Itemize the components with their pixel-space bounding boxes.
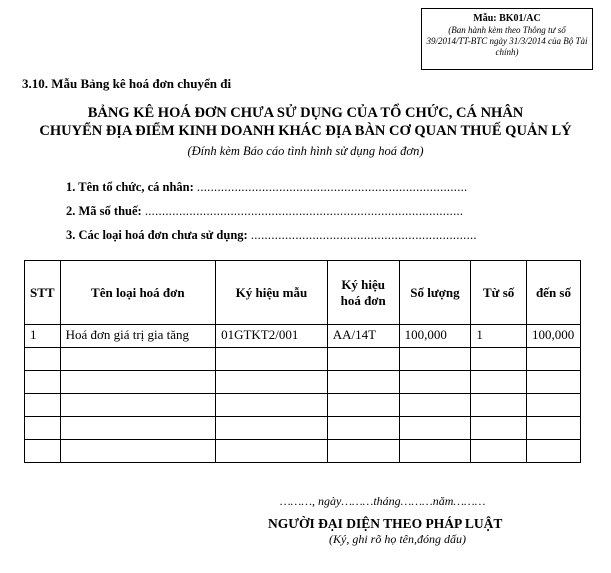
signature-title: NGƯỜI ĐẠI DIỆN THEO PHÁP LUẬT bbox=[268, 516, 503, 531]
table-cell bbox=[471, 417, 527, 440]
table-cell: 100,000 bbox=[399, 325, 471, 348]
table-cell bbox=[25, 348, 61, 371]
column-header-invoice-type: Tên loại hoá đơn bbox=[60, 261, 216, 325]
table-cell bbox=[25, 371, 61, 394]
table-cell bbox=[399, 394, 471, 417]
table-cell: 01GTKT2/001 bbox=[216, 325, 328, 348]
column-header-form-symbol: Ký hiệu mẫu bbox=[216, 261, 328, 325]
table-body bbox=[25, 325, 581, 463]
field-fill-line: ............................................................................... bbox=[196, 180, 468, 194]
field-label: 1. Tên tổ chức, cá nhân: bbox=[66, 180, 194, 194]
table-row bbox=[25, 440, 581, 463]
table-cell bbox=[399, 440, 471, 463]
table-cell bbox=[60, 440, 216, 463]
field-unused-invoice-types bbox=[66, 228, 477, 243]
table-cell bbox=[216, 417, 328, 440]
table-cell: 100,000 bbox=[526, 325, 580, 348]
field-fill-line: ............................................................................................. bbox=[144, 204, 464, 218]
section-heading: 3.10. Mẫu Bảng kê hoá đơn chuyển đi bbox=[22, 76, 232, 91]
table-row bbox=[25, 348, 581, 371]
table-cell bbox=[327, 417, 399, 440]
table-cell bbox=[216, 371, 328, 394]
table-cell bbox=[327, 348, 399, 371]
table-cell bbox=[471, 371, 527, 394]
invoice-table bbox=[24, 260, 581, 463]
document-title-line-2: CHUYỂN ĐỊA ĐIỂM KINH DOANH KHÁC ĐỊA BÀN CƠ QUAN THUẾ QUẢN LÝ bbox=[39, 123, 572, 139]
table-cell bbox=[25, 394, 61, 417]
table-row bbox=[25, 394, 581, 417]
form-code-box bbox=[421, 8, 593, 70]
table-cell bbox=[216, 348, 328, 371]
table-cell: Hoá đơn giá trị gia tăng bbox=[60, 325, 216, 348]
table-row bbox=[25, 371, 581, 394]
column-header-to-number: đến số bbox=[526, 261, 580, 325]
table-cell bbox=[216, 440, 328, 463]
table-cell bbox=[60, 371, 216, 394]
table-header-row bbox=[25, 261, 581, 325]
column-header-from-number: Từ số bbox=[471, 261, 527, 325]
form-code: Mẫu: BK01/AC bbox=[473, 13, 541, 24]
column-header-stt: STT bbox=[25, 261, 61, 325]
field-label: 3. Các loại hoá đơn chưa sử dụng: bbox=[66, 228, 248, 242]
table-cell bbox=[399, 348, 471, 371]
table-cell bbox=[327, 394, 399, 417]
column-header-quantity: Số lượng bbox=[399, 261, 471, 325]
table-cell bbox=[60, 348, 216, 371]
table-cell bbox=[471, 440, 527, 463]
table-cell: AA/14T bbox=[327, 325, 399, 348]
table-cell bbox=[399, 371, 471, 394]
table-cell bbox=[526, 417, 580, 440]
table-row bbox=[25, 325, 581, 348]
table-cell bbox=[399, 417, 471, 440]
form-issuance-note: (Ban hành kèm theo Thông tư số 39/2014/TT-BTC ngày 31/3/2014 của Bộ Tài chính) bbox=[426, 25, 588, 57]
table-cell bbox=[25, 440, 61, 463]
table-cell bbox=[216, 394, 328, 417]
table-cell bbox=[25, 417, 61, 440]
table-cell bbox=[526, 348, 580, 371]
table-cell bbox=[327, 371, 399, 394]
table-cell bbox=[60, 417, 216, 440]
document-subtitle: (Đính kèm Báo cáo tình hình sử dụng hoá đơn) bbox=[187, 144, 424, 158]
signature-note: (Ký, ghi rõ họ tên,đóng dấu) bbox=[329, 532, 466, 546]
table-cell bbox=[526, 371, 580, 394]
table-cell bbox=[60, 394, 216, 417]
field-fill-line: .................................................................. bbox=[250, 228, 477, 242]
table-cell: 1 bbox=[471, 325, 527, 348]
column-header-invoice-symbol: Ký hiệu hoá đơn bbox=[327, 261, 399, 325]
date-line: ………, ngày………tháng………năm……… bbox=[280, 494, 486, 508]
table-cell: 1 bbox=[25, 325, 61, 348]
table-cell bbox=[526, 394, 580, 417]
document-title-line-1: BẢNG KÊ HOÁ ĐƠN CHƯA SỬ DỤNG CỦA TỔ CHỨC, CÁ NHÂN bbox=[87, 105, 524, 121]
table-row bbox=[25, 417, 581, 440]
table-cell bbox=[327, 440, 399, 463]
field-tax-code bbox=[66, 204, 463, 219]
table-cell bbox=[526, 440, 580, 463]
field-label: 2. Mã số thuế: bbox=[66, 204, 142, 218]
table-cell bbox=[471, 348, 527, 371]
table-cell bbox=[471, 394, 527, 417]
field-organization-name bbox=[66, 180, 467, 195]
